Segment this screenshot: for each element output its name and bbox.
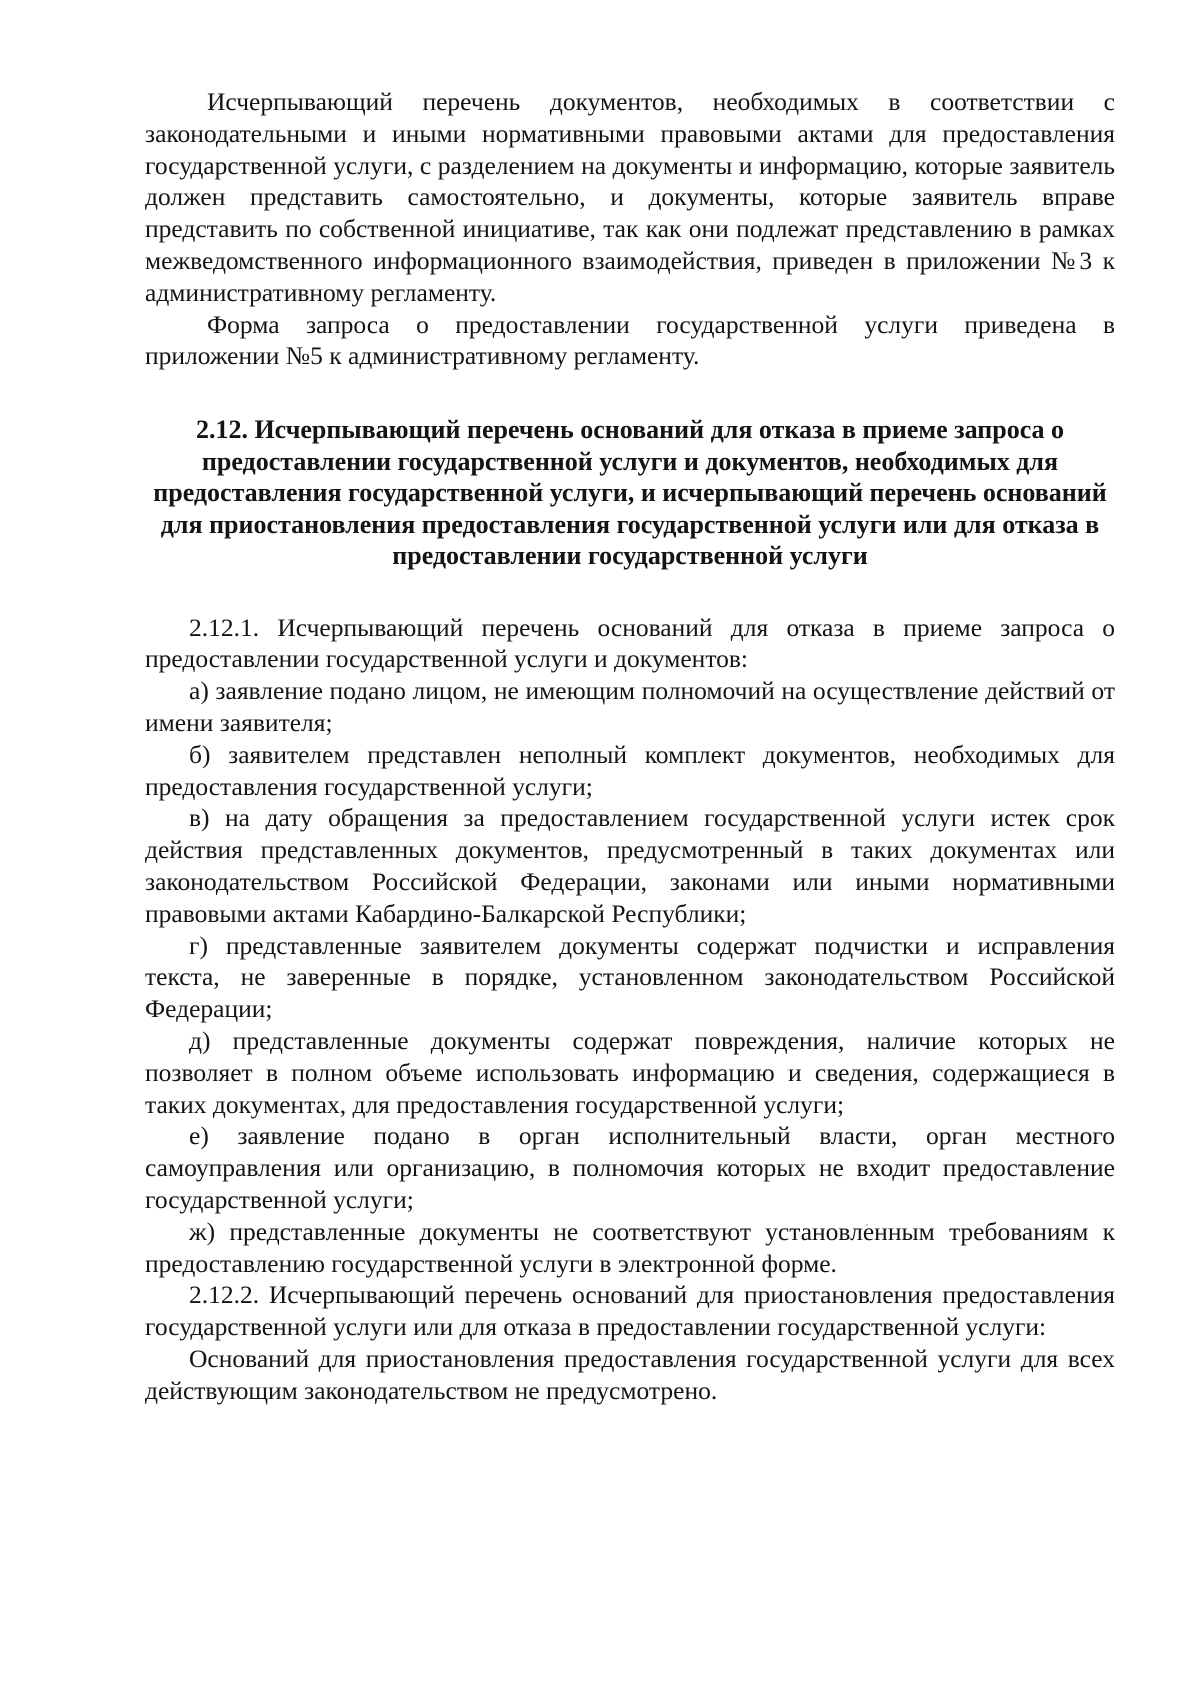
section-heading: 2.12. Исчерпывающий перечень оснований для отказа в приеме запроса о предоставлении государственной услуги и документов, необходимых для предоставления государственной услуги, и исчерпывающий перечень оснований для приостановления предоставления государственной услуги или для отказа в предоставлении государственной услуги (153, 415, 1107, 571)
list-item-zh: ж) представленные документы не соответствуют установленным требованиям к предоставлению государственной услуги в электронной форме. (145, 1216, 1115, 1278)
list-item-g: г) представленные заявителем документы содержат подчистки и исправления текста, не заверенные в порядке, установленном законодательством Российской Федерации; (145, 930, 1115, 1024)
list-item-b: б) заявителем представлен неполный комплект документов, необходимых для предоставления государственной услуги; (145, 739, 1115, 801)
document-body (145, 86, 1115, 1407)
clause-2-12-1: 2.12.1. Исчерпывающий перечень оснований для отказа в приеме запроса о предоставлении государственной услуги и документов: (145, 612, 1115, 674)
list-item-e: е) заявление подано в орган исполнительный власти, орган местного самоуправления или организацию, в полномочия которых не входит предоставление государственной услуги; (145, 1121, 1115, 1215)
spacer (145, 372, 1115, 414)
spacer (145, 572, 1115, 612)
list-item-a: а) заявление подано лицом, не имеющим полномочий на осуществление действий от имени заявителя; (145, 676, 1115, 738)
final-paragraph: Оснований для приостановления предоставления государственной услуги для всех действующим законодательством не предусмотрено. (145, 1344, 1115, 1405)
list-item-v: в) на дату обращения за предоставлением государственной услуги истек срок действия представленных документов, предусмотренный в таких документах или законодательством Российской Федерации, законами или иными нормативными правовыми актами Кабардино-Балкарской Республики; (145, 803, 1115, 928)
form-paragraph: Форма запроса о предоставлении государственной услуги приведена в приложении №5 к административному регламенту. (145, 309, 1115, 371)
clause-2-12-2: 2.12.2. Исчерпывающий перечень оснований для приостановления предоставления государственной услуги или для отказа в предоставлении государственной услуги: (145, 1280, 1115, 1342)
intro-paragraph: Исчерпывающий перечень документов, необходимых в соответствии с законодательными и иными нормативными правовыми актами для предоставления государственной услуги, с разделением на документы и информацию, которые заявитель должен представить самостоятельно, и документы, которые заявитель вправе представить по собственной инициативе, так как они подлежат представлению в рамках межведомственного информационного взаимодействия, приведен в приложении №3 к административному регламенту. (145, 87, 1115, 307)
list-item-d: д) представленные документы содержат повреждения, наличие которых не позволяет в полном объеме использовать информацию и сведения, содержащиеся в таких документах, для предоставления государственной услуги; (145, 1026, 1115, 1119)
